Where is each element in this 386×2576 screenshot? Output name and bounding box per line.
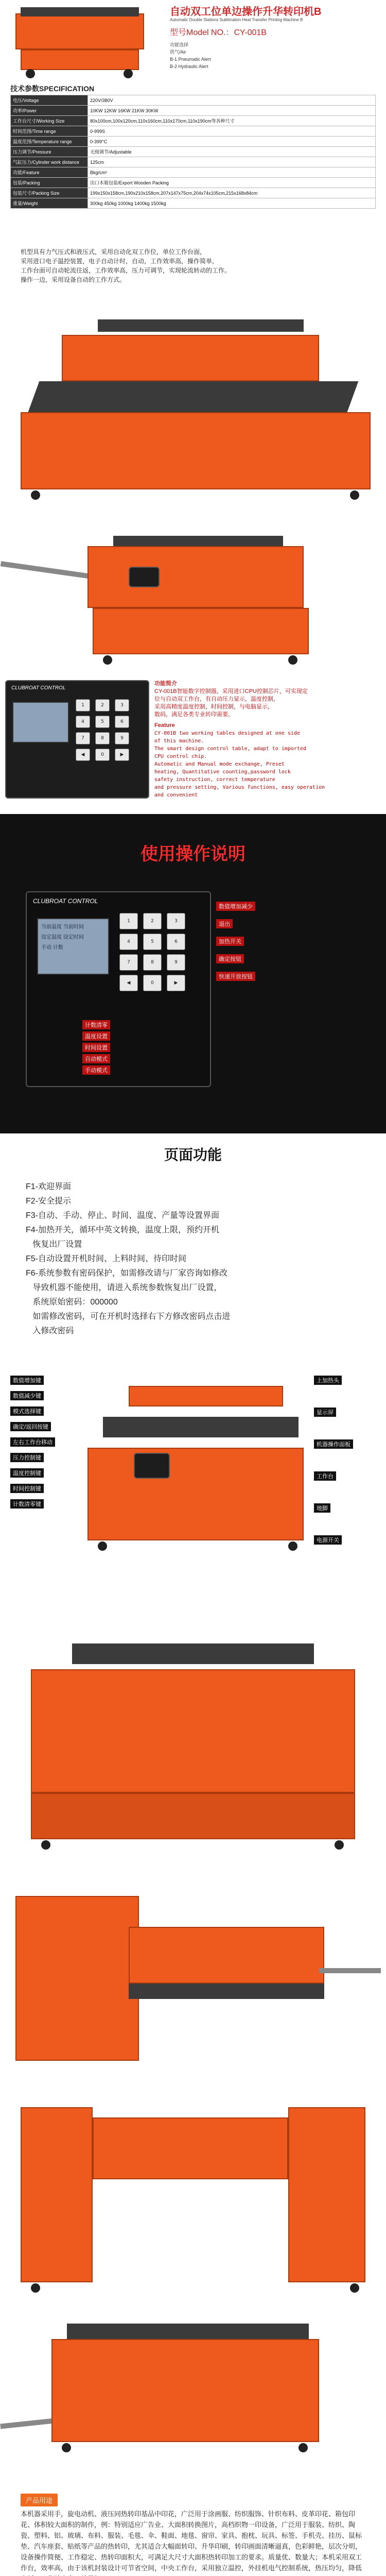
model-label: 型号Model NO.： bbox=[170, 28, 234, 37]
annotation-label: 上加热头 bbox=[314, 1376, 342, 1385]
spec-value: 出口木箱包装/Export Wooden Packing bbox=[88, 178, 376, 188]
annotation-label: 温度控制键 bbox=[10, 1468, 44, 1478]
keypad-key[interactable]: 1 bbox=[76, 699, 90, 711]
annotation-label: 加热开关 bbox=[216, 937, 244, 946]
spec-row bbox=[11, 198, 376, 209]
controller-feature-text bbox=[154, 680, 381, 799]
keypad-key[interactable]: 8 bbox=[143, 954, 162, 971]
keypad-key[interactable]: 2 bbox=[143, 913, 162, 929]
page-function-line: F6-系统参数有密码保护，如需修改请与厂家咨询如修改 bbox=[26, 1269, 228, 1278]
usage-controller bbox=[26, 891, 211, 1087]
feature-en-line: and convenient bbox=[154, 792, 198, 798]
spec-table bbox=[10, 95, 376, 209]
page-function-line: F2-安全提示 bbox=[26, 1197, 72, 1206]
annotation-label: 手动模式 bbox=[82, 1065, 110, 1075]
spec-key: 压力调节/Pressure bbox=[11, 147, 88, 157]
spec-key: 重量/Weight bbox=[11, 198, 88, 209]
spec-value: Bkg/cm² bbox=[88, 167, 376, 178]
usage-controller-brand: CLUBROAT CONTROL bbox=[33, 897, 98, 905]
spec-value: 80x100cm,100x120cm,110x160cm,110x170cm,110x190cm等各种尺寸 bbox=[88, 116, 376, 126]
annotation-label: 时间控制键 bbox=[10, 1484, 44, 1493]
spec-value: 125cm bbox=[88, 157, 376, 167]
annotation-label: 机器操作面板 bbox=[314, 1439, 353, 1449]
controller-brand: CLUBROAT CONTROL bbox=[11, 685, 66, 691]
spec-key: 包装尺寸/Packing Size bbox=[11, 188, 88, 198]
feature-en-title: Feature bbox=[154, 722, 175, 728]
page-function-line: 导致机器不能使用，请进入系统参数恢复出厂设置， bbox=[26, 1283, 222, 1292]
note-line: 采用进口电子温控装置，电子自动计时，自动，工作效率高，操作简单， bbox=[21, 258, 219, 265]
feature-en-line: and pressure setting, Various functions, easy operation bbox=[154, 785, 325, 790]
spec-row bbox=[11, 178, 376, 188]
page-functions-section bbox=[0, 1139, 386, 1360]
keypad-key[interactable]: 3 bbox=[115, 699, 129, 711]
spec-section bbox=[0, 82, 386, 232]
spec-key: 功能/Feature bbox=[11, 167, 88, 178]
keypad-key[interactable]: 7 bbox=[76, 732, 90, 744]
feature-en-line: safety instruction, correct temperature bbox=[154, 777, 275, 783]
controller-intro-section bbox=[0, 675, 386, 809]
feature-en-line: of this machine. bbox=[154, 738, 204, 744]
intro-notes-section bbox=[0, 242, 386, 299]
annotation-label: 模式选择键 bbox=[10, 1406, 44, 1416]
feature-en-line: heating, Quantitative counting,password lock bbox=[154, 769, 291, 775]
spec-value: 199x150x158cm,190x210x158cm,207x147x75cm,204x74x105cm,215x168x84cm bbox=[88, 188, 376, 198]
header-lines bbox=[170, 41, 211, 70]
keypad-key[interactable]: 9 bbox=[167, 954, 185, 971]
keypad-key[interactable]: 8 bbox=[95, 732, 110, 744]
annotation-label: 自动模式 bbox=[82, 1054, 110, 1063]
machine-photo-4 bbox=[0, 1865, 386, 2081]
spec-row bbox=[11, 157, 376, 167]
keypad-key[interactable]: 5 bbox=[95, 716, 110, 728]
controller-panel-image bbox=[5, 680, 149, 799]
product-usage-text: 本机器采用手，旋电动机、液压同热转印基品中印花，广泛用于涂画服、纺织服饰、针织布料、皮革印花、箱包印花、体积较大面积的制作，例：特别适应广告业、大面积转换图片，高档织物一印设备，广泛用于服装、纺织、陶瓷、塑料、铝、玻璃、布料、服装、毛毯、伞、鞋面、地毯、窗帘、家具、抱枕、玩具、标签、手机壳、挂历、鼠标垫、汽车座套、贴纸等产品的热转印，尤其适合大幅面转印、升华印刷，转印画面清晰逼真，色彩鲜艳，层次分明，设备操作简便、工作稳定、热转印面积大，可满足大尺寸大面积热转印加工的要求。质量优、数量大；本机采用双工作台，效率高，由于该机封装设计可节省空间，中央工作台，采用独立温控，外挂机电气控制系统，热压均匀，降低 bbox=[21, 2511, 362, 2572]
keypad-key[interactable]: 0 bbox=[143, 975, 162, 991]
annotation-label: 计数清零键 bbox=[10, 1499, 44, 1509]
keypad-key[interactable]: 2 bbox=[95, 699, 110, 711]
page-subtitle: Automatic Double Stations Sublimation Heat Transfer Printing Machine B bbox=[170, 18, 303, 22]
annotation-label: 地脚 bbox=[314, 1503, 330, 1513]
machine-photo-6 bbox=[0, 2313, 386, 2483]
page-function-line: F4-加热开关，循环中英文转换，温度上限，预约开机 bbox=[26, 1226, 220, 1234]
keypad-key[interactable]: 4 bbox=[119, 934, 138, 950]
spec-value: 220V/380V bbox=[88, 95, 376, 106]
header-line: B-2 Hydraulic Alert bbox=[170, 64, 208, 69]
keypad-key[interactable]: ◀ bbox=[119, 975, 138, 991]
header-line: 供气/Air bbox=[170, 49, 186, 55]
spec-key: 包装/Packing bbox=[11, 178, 88, 188]
spec-key: 电压/Voltage bbox=[11, 95, 88, 106]
page-function-line: F1-欢迎界面 bbox=[26, 1182, 72, 1191]
intro-notes bbox=[21, 247, 371, 284]
annotation-label: 快速开放按钮 bbox=[216, 972, 255, 981]
annotation-label: 计数清零 bbox=[82, 1020, 110, 1029]
page-function-line: 恢复出厂设置 bbox=[26, 1240, 82, 1249]
machine-photo-2 bbox=[0, 520, 386, 675]
model-number: CY-001B bbox=[234, 28, 267, 37]
header-section bbox=[0, 0, 386, 82]
lcd-line: 当前温度 当前时间 bbox=[41, 924, 84, 930]
feature-en-line: CPU control chip. bbox=[154, 754, 207, 759]
annotation-label: 确定/返回按键 bbox=[10, 1422, 51, 1431]
spec-key: 温度范围/Temperature range bbox=[11, 137, 88, 147]
page-function-line: 系统原始密码：000000 bbox=[26, 1298, 118, 1307]
machine-photo-1 bbox=[0, 304, 386, 515]
header-line: 功能选择 bbox=[170, 42, 189, 47]
parts-diagram-section bbox=[0, 1365, 386, 1607]
feature-cn-title: 功能简介 bbox=[154, 681, 177, 687]
keypad-key[interactable]: ▶ bbox=[115, 749, 129, 761]
spec-key: 气缸压力/Cylinder work distance bbox=[11, 157, 88, 167]
spec-key: 工作台尺寸/Working Size bbox=[11, 116, 88, 126]
annotation-label: 确定按钮 bbox=[216, 954, 244, 963]
spec-value: 0-399°C bbox=[88, 137, 376, 147]
spec-row bbox=[11, 126, 376, 137]
keypad-key[interactable]: 6 bbox=[167, 934, 185, 950]
page-functions-title: 页面功能 bbox=[164, 1147, 222, 1163]
spec-value: 无级调节/Adjustable bbox=[88, 147, 376, 157]
annotation-label: 左右工作台移动 bbox=[10, 1437, 55, 1447]
usage-section bbox=[0, 814, 386, 1133]
spec-row bbox=[11, 188, 376, 198]
usage-lcd bbox=[37, 918, 109, 975]
spec-row bbox=[11, 116, 376, 126]
annotation-label: 数值减少键 bbox=[10, 1391, 44, 1400]
spec-row bbox=[11, 167, 376, 178]
keypad-key[interactable]: ▶ bbox=[167, 975, 185, 991]
feature-cn-line: 数码，满足各类专业转印需要。 bbox=[154, 711, 234, 718]
machine-photo-3 bbox=[0, 1618, 386, 1860]
page-function-line: 如需修改密码，可在开机时选择右下方修改密码点击进 bbox=[26, 1312, 231, 1321]
annotation-label: 工作台 bbox=[314, 1471, 336, 1481]
page-title: 自动双工位单边操作升华转印机B bbox=[170, 6, 322, 18]
annotation-label: 温度设置 bbox=[82, 1031, 110, 1041]
spec-value: 0-999S bbox=[88, 126, 376, 137]
annotation-label: 电源开关 bbox=[314, 1535, 342, 1545]
header-line: B-1 Pneumatic Alert bbox=[170, 57, 211, 62]
keypad-key[interactable]: 4 bbox=[76, 716, 90, 728]
lcd-line: 手动 计数 bbox=[41, 945, 63, 951]
spec-value: 300kg 450kg 1000kg 1400kg 1500kg bbox=[88, 198, 376, 209]
spec-key: 时间范围/Time range bbox=[11, 126, 88, 137]
keypad-key[interactable]: 3 bbox=[167, 913, 185, 929]
page-function-line: 入修改密码 bbox=[26, 1327, 74, 1335]
spec-title: 技术参数SPECIFICATION bbox=[10, 84, 95, 93]
keypad-key[interactable]: 5 bbox=[143, 934, 162, 950]
feature-cn-line: CY-001B智能数字控制器，采用进口CPU控制芯片，可实现定 bbox=[154, 688, 308, 694]
spec-key: 功率/Power bbox=[11, 106, 88, 116]
feature-en-line: CY-001B two working tables designed at one side bbox=[154, 731, 300, 736]
keypad-key[interactable]: 0 bbox=[95, 749, 110, 761]
spec-row bbox=[11, 106, 376, 116]
note-line: 操作一边，采用设备自动的工作方式。 bbox=[21, 276, 126, 283]
feature-en-line: Automatic and Manual mode exchange, Preset bbox=[154, 761, 285, 767]
product-usage-section bbox=[0, 2494, 386, 2576]
keypad-key[interactable]: 6 bbox=[115, 716, 129, 728]
machine-photo-5 bbox=[0, 2087, 386, 2308]
feature-cn-line: 采用高精度温度控制，时间控制，与电脑显示， bbox=[154, 704, 273, 710]
feature-en-line: The smart design control table, adapt to imported bbox=[154, 746, 307, 752]
keypad-key[interactable]: ◀ bbox=[76, 749, 90, 761]
annotation-label: 时间设置 bbox=[82, 1043, 110, 1052]
model-line bbox=[170, 26, 267, 38]
annotation-label: 显示屏 bbox=[314, 1408, 336, 1417]
spec-row bbox=[11, 147, 376, 157]
header-machine-image bbox=[5, 2, 160, 79]
note-line: 工作台面可自动轮流往返，工作效率高，压力可调节，实现轮流转动的工作。 bbox=[21, 267, 231, 274]
page-function-line: F3-自动、手动、停止、时间、温度、产量等设置界面 bbox=[26, 1211, 220, 1220]
annotation-label: 退出 bbox=[216, 919, 233, 928]
annotation-label: 压力控制键 bbox=[10, 1453, 44, 1462]
keypad-key[interactable]: 1 bbox=[119, 913, 138, 929]
annotation-label: 数值增加键 bbox=[10, 1376, 44, 1385]
page-function-line: F5-自动设置开机时间、上料时间、待印时间 bbox=[26, 1255, 187, 1263]
spec-row bbox=[11, 95, 376, 106]
annotation-label: 数值增加减少 bbox=[216, 902, 255, 911]
lcd-line: 设定温度 设定时间 bbox=[41, 935, 84, 940]
usage-title: 使用操作说明 bbox=[141, 844, 245, 864]
keypad-key[interactable]: 9 bbox=[115, 732, 129, 744]
note-line: 机型具有力气压式和液压式，采用自动化双工作位，单位工作台面， bbox=[21, 248, 206, 256]
feature-cn-line: 位与自动双工作台，有自动压力显示，温度控制， bbox=[154, 696, 279, 702]
product-usage-badge: 产品用途 bbox=[21, 2494, 58, 2506]
keypad-key[interactable]: 7 bbox=[119, 954, 138, 971]
spec-row bbox=[11, 137, 376, 147]
spec-value: 10KW 12KW 16KW 21KW 30KW bbox=[88, 106, 376, 116]
